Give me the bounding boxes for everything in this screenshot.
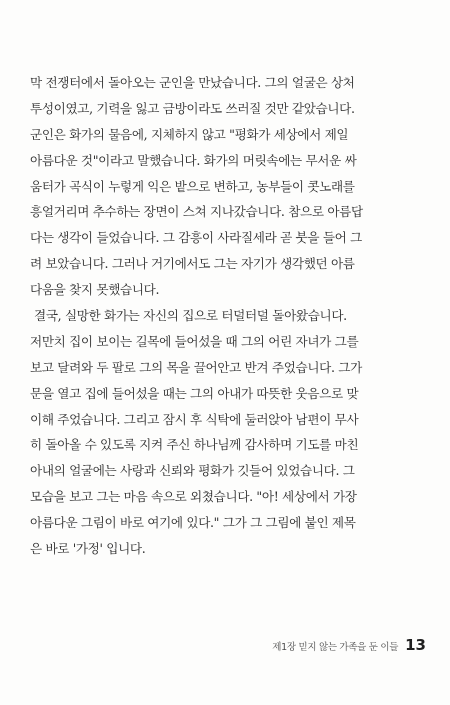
text-line: 아내의 얼굴에는 사랑과 신뢰와 평화가 깃들어 있었습니다. 그 xyxy=(30,463,355,479)
text-line: 흥얼거리며 추수하는 장면이 스쳐 지나갔습니다. 참으로 아름답 xyxy=(30,204,363,220)
text-line: 려 보았습니다. 그러나 거기에서도 그는 자기가 생각했던 아름 xyxy=(30,256,355,272)
body-text xyxy=(30,70,425,562)
text-line: 은 바로 '가정' 입니다. xyxy=(30,541,146,557)
paragraph-1 xyxy=(30,70,425,303)
text-line: 투성이였고, 기력을 잃고 금방이라도 쓰러질 것만 같았습니다. xyxy=(30,100,355,116)
text-line: 히 돌아올 수 있도록 지켜 주신 하나님께 감사하며 기도를 마친 xyxy=(30,437,359,453)
text-line: 움터가 곡식이 누렇게 익은 밭으로 변하고, 농부들이 콧노래를 xyxy=(30,178,355,194)
text-line: 모습을 보고 그는 마음 속으로 외쳤습니다. "아! 세상에서 가장 xyxy=(30,489,357,505)
text-line: 아름다운 그림이 바로 여기에 있다." 그가 그 그림에 붙인 제목 xyxy=(30,515,356,531)
text-line: 이해 주었습니다. 그리고 잠시 후 식탁에 둘러앉아 남편이 무사 xyxy=(30,411,359,427)
text-line: 군인은 화가의 물음에, 지체하지 않고 "평화가 세상에서 제일 xyxy=(30,126,349,142)
text-line: 문을 열고 집에 들어섰을 때는 그의 아내가 따뜻한 웃음으로 맞 xyxy=(30,385,359,401)
page-footer xyxy=(272,636,426,654)
text-line: 다는 생각이 들었습니다. 그 감흥이 사라질세라 곧 붓을 들어 그 xyxy=(30,230,362,246)
paragraph-2 xyxy=(30,303,425,562)
text-line: 보고 달려와 두 팔로 그의 목을 끌어안고 반겨 주었습니다. 그가 xyxy=(30,359,362,375)
page-number: 13 xyxy=(405,636,426,654)
text-line: 저만치 집이 보이는 길목에 들어섰을 때 그의 어린 자녀가 그를 xyxy=(30,333,359,349)
text-line: 막 전쟁터에서 돌아오는 군인을 만났습니다. 그의 얼굴은 상처 xyxy=(30,75,355,90)
text-line: 결국, 실망한 화가는 자신의 집으로 터덜터덜 돌아왔습니다. xyxy=(34,308,347,324)
text-line: 다움을 찾지 못했습니다. xyxy=(30,282,160,298)
text-line: 아름다운 것"이라고 말했습니다. 화가의 머릿속에는 무서운 싸 xyxy=(30,152,357,168)
chapter-caption: 제1장 믿지 않는 가족을 둔 이들 xyxy=(272,642,399,653)
